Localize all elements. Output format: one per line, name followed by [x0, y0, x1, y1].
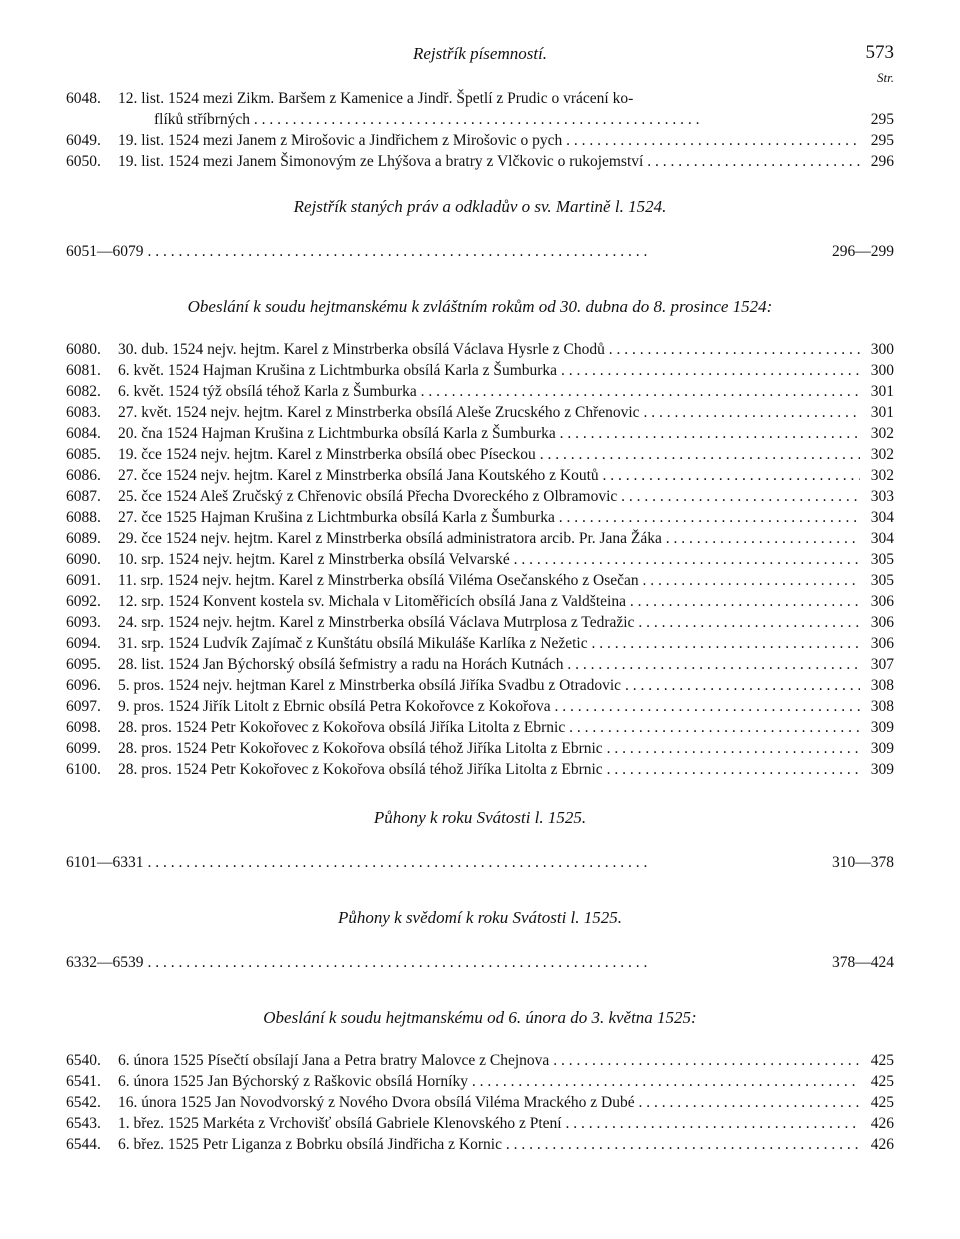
entry-page: 302	[870, 467, 894, 484]
running-header	[66, 38, 894, 68]
entry-number: 6048.	[66, 90, 101, 107]
entry-row	[66, 654, 894, 675]
entry-page: 425	[870, 1094, 894, 1111]
entry-page: 425	[870, 1073, 894, 1090]
entry-number: 6096.	[66, 677, 101, 694]
entry-number: 6084.	[66, 425, 101, 442]
entry-row	[66, 549, 894, 570]
entry-page: 301	[870, 383, 894, 400]
entry-row	[66, 528, 894, 549]
entry-row	[66, 675, 894, 696]
entry-number: 6089.	[66, 530, 101, 547]
entry-number: 6543.	[66, 1115, 101, 1132]
running-title: Rejstřík písemností.	[412, 44, 548, 63]
entry-text: 1. břez. 1525 Markéta z Vrchovišť obsílá Gabriele Klenovského z Ptení . . .	[118, 1113, 860, 1134]
entry-text: 27. čce 1524 nejv. hejtm. Karel z Minstrberka obsílá Jana Koutského z Koutů . . .	[118, 465, 860, 486]
entry-text: 6. února 1525 Písečtí obsílají Jana a Petra bratry Malovce z Chejnova . . .	[118, 1050, 860, 1071]
entry-text: 31. srp. 1524 Ludvík Zajímač z Kunštátu obsílá Mikuláše Karlíka z Nežetic . . .	[118, 633, 860, 654]
range-numbers: 6101—6331	[66, 854, 144, 871]
entry-text: 27. květ. 1524 nejv. hejtm. Karel z Minstrberka obsílá Aleše Zrucského z Chřenovic . . .	[118, 402, 860, 423]
entry-text: 28. pros. 1524 Petr Kokořovec z Kokořova obsílá Jiříka Litolta z Ebrnic . . .	[118, 717, 860, 738]
entry-row	[66, 360, 894, 381]
entry-number: 6097.	[66, 698, 101, 715]
entry-number: 6542.	[66, 1094, 101, 1111]
entry-number: 6098.	[66, 719, 101, 736]
entry-page: 300	[870, 341, 894, 358]
entry-number: 6544.	[66, 1136, 101, 1153]
entry-page: 296	[870, 153, 894, 170]
entry-row	[66, 88, 894, 109]
range-pages: 296—299	[832, 243, 894, 260]
entry-page: 303	[870, 488, 894, 505]
entry-text: 28. list. 1524 Jan Býchorský obsílá šefmistry a radu na Horách Kutnách . . .	[118, 654, 860, 675]
entry-number: 6540.	[66, 1052, 101, 1069]
entry-text: 6. břez. 1525 Petr Liganza z Bobrku obsílá Jindřicha z Kornic . . .	[118, 1134, 860, 1155]
entry-page: 304	[870, 530, 894, 547]
entry-row	[66, 1071, 894, 1092]
entry-page: 295	[870, 132, 894, 149]
range-numbers: 6332—6539	[66, 954, 144, 971]
page	[66, 38, 894, 1155]
entry-number: 6080.	[66, 341, 101, 358]
entry-page: 426	[870, 1136, 894, 1153]
entry-row	[66, 633, 894, 654]
entry-number: 6100.	[66, 761, 101, 778]
entry-row	[66, 612, 894, 633]
entries-block-3	[66, 1050, 894, 1155]
leader-dots	[144, 954, 833, 972]
entry-page: 306	[870, 593, 894, 610]
entry-text: 20. čna 1524 Hajman Krušina z Lichtmburka obsílá Karla z Šumburka . . .	[118, 423, 860, 444]
entry-page: 302	[870, 446, 894, 463]
entry-row	[66, 109, 894, 130]
page-number: 573	[865, 42, 894, 63]
entry-page: 425	[870, 1052, 894, 1069]
entry-text: 19. list. 1524 mezi Janem Šimonovým ze Lhýšova a bratry z Vlčkovic o rukojemství . . .	[118, 151, 860, 172]
entry-row	[66, 570, 894, 591]
entry-text: 29. čce 1524 nejv. hejtm. Karel z Minstrberka obsílá administratora arcib. Pr. Jana Žáka . . .	[118, 528, 860, 549]
page-column-label: Str.	[877, 70, 894, 85]
entry-page: 309	[870, 740, 894, 757]
entries-block-2	[66, 339, 894, 780]
entry-number: 6085.	[66, 446, 101, 463]
entry-row	[66, 738, 894, 759]
entry-text: 28. pros. 1524 Petr Kokořovec z Kokořova obsílá téhož Jiříka Litolta z Ebrnic . . .	[118, 738, 860, 759]
entry-row	[66, 381, 894, 402]
entry-page: 426	[870, 1115, 894, 1132]
entry-text: 12. srp. 1524 Konvent kostela sv. Michala v Litoměřicích obsílá Jana z Valdšteina . . .	[118, 591, 860, 612]
entry-row	[66, 759, 894, 780]
entry-text: 28. pros. 1524 Petr Kokořovec z Kokořova obsílá téhož Jiříka Litolta z Ebrnic . . .	[118, 759, 860, 780]
entry-number: 6094.	[66, 635, 101, 652]
entry-page: 305	[870, 572, 894, 589]
entry-text: 9. pros. 1524 Jiřík Litolt z Ebrnic obsílá Petra Kokořovce z Kokořova . . .	[118, 696, 860, 717]
entry-page: 301	[870, 404, 894, 421]
entry-row	[66, 402, 894, 423]
entry-text: 6. květ. 1524 týž obsílá téhož Karla z Šumburka . . .	[118, 381, 860, 402]
entry-row	[66, 1113, 894, 1134]
entry-text: 11. srp. 1524 nejv. hejtm. Karel z Minstrberka obsílá Viléma Osečanského z Osečan . . .	[118, 570, 860, 591]
entry-text: 5. pros. 1524 nejv. hejtman Karel z Minstrberka obsílá Jiříka Svadbu z Otradovic . . .	[118, 675, 860, 696]
range-entry	[66, 854, 894, 872]
entry-page: 304	[870, 509, 894, 526]
entry-number: 6093.	[66, 614, 101, 631]
entry-number: 6095.	[66, 656, 101, 673]
entry-row	[66, 717, 894, 738]
entry-text: 27. čce 1525 Hajman Krušina z Lichtmburka obsílá Karla z Šumburka . . .	[118, 507, 860, 528]
entry-number: 6087.	[66, 488, 101, 505]
entry-number: 6050.	[66, 153, 101, 170]
entry-number: 6091.	[66, 572, 101, 589]
entry-text: flíků stříbrných . . .	[154, 109, 860, 130]
entry-row	[66, 423, 894, 444]
entry-number: 6049.	[66, 132, 101, 149]
entry-row	[66, 1050, 894, 1071]
entry-text: 6. květ. 1524 Hajman Krušina z Lichtmburka obsílá Karla z Šumburka . . .	[118, 360, 860, 381]
entry-page: 307	[870, 656, 894, 673]
entry-text: 24. srp. 1524 nejv. hejtm. Karel z Minstrberka obsílá Václava Mutrplosa z Tedražic . . .	[118, 612, 860, 633]
leader-dots	[144, 243, 833, 261]
entry-page: 309	[870, 719, 894, 736]
range-pages: 310—378	[832, 854, 894, 871]
entry-text: 16. února 1525 Jan Novodvorský z Nového Dvora obsílá Viléma Mrackého z Dubé . . .	[118, 1092, 860, 1113]
entry-page: 309	[870, 761, 894, 778]
section-title: Rejstřík staných práv a odkladův o sv. Martině l. 1524.	[293, 197, 667, 216]
entry-text: 6. února 1525 Jan Býchorský z Raškovic obsílá Horníky . . .	[118, 1071, 860, 1092]
entry-number: 6099.	[66, 740, 101, 757]
leader-dots	[144, 854, 833, 872]
entry-page: 300	[870, 362, 894, 379]
entry-number: 6541.	[66, 1073, 101, 1090]
entry-page: 308	[870, 677, 894, 694]
section-title: Půhony k svědomí k roku Svátosti l. 1525.	[337, 908, 623, 927]
section-title: Půhony k roku Svátosti l. 1525.	[373, 808, 587, 827]
entry-row	[66, 696, 894, 717]
entry-text: 19. čce 1524 nejv. hejtm. Karel z Minstrberka obsílá obec Píseckou . . .	[118, 444, 860, 465]
entry-text: 19. list. 1524 mezi Janem z Mirošovic a Jindřichem z Mirošovic o pych . . .	[118, 130, 860, 151]
range-numbers: 6051—6079	[66, 243, 144, 260]
entry-row	[66, 1092, 894, 1113]
entry-text: 10. srp. 1524 nejv. hejtm. Karel z Minstrberka obsílá Velvarské . . .	[118, 549, 860, 570]
entry-row	[66, 151, 894, 172]
entry-page: 302	[870, 425, 894, 442]
entry-text: 30. dub. 1524 nejv. hejtm. Karel z Minstrberka obsílá Václava Hysrle z Chodů . . .	[118, 339, 860, 360]
entry-number: 6090.	[66, 551, 101, 568]
section-title: Obeslání k soudu hejtmanskému od 6. února do 3. května 1525:	[263, 1008, 697, 1027]
entry-number: 6081.	[66, 362, 101, 379]
entry-row	[66, 591, 894, 612]
range-entry	[66, 243, 894, 261]
entry-row	[66, 507, 894, 528]
entry-number: 6083.	[66, 404, 101, 421]
entry-row	[66, 339, 894, 360]
entry-number: 6086.	[66, 467, 101, 484]
entry-page: 308	[870, 698, 894, 715]
section-title: Obeslání k soudu hejtmanskému k zvláštním rokům od 30. dubna do 8. prosince 1524:	[187, 297, 773, 316]
entry-page: 305	[870, 551, 894, 568]
entry-number: 6092.	[66, 593, 101, 610]
entry-row	[66, 444, 894, 465]
range-entry	[66, 954, 894, 972]
entries-block-1	[66, 88, 894, 172]
entry-row	[66, 130, 894, 151]
entry-number: 6082.	[66, 383, 101, 400]
entry-row	[66, 465, 894, 486]
entry-text: 12. list. 1524 mezi Zikm. Baršem z Kamenice a Jindř. Špetlí z Prudic o vrácení ko-	[118, 90, 634, 107]
entry-page: 306	[870, 614, 894, 631]
entry-row	[66, 486, 894, 507]
entry-page: 306	[870, 635, 894, 652]
range-pages: 378—424	[832, 954, 894, 971]
entry-page: 295	[870, 111, 894, 128]
entry-text: 25. čce 1524 Aleš Zručský z Chřenovic obsílá Přecha Dvoreckého z Olbramovic . . .	[118, 486, 860, 507]
entry-row	[66, 1134, 894, 1155]
entry-number: 6088.	[66, 509, 101, 526]
